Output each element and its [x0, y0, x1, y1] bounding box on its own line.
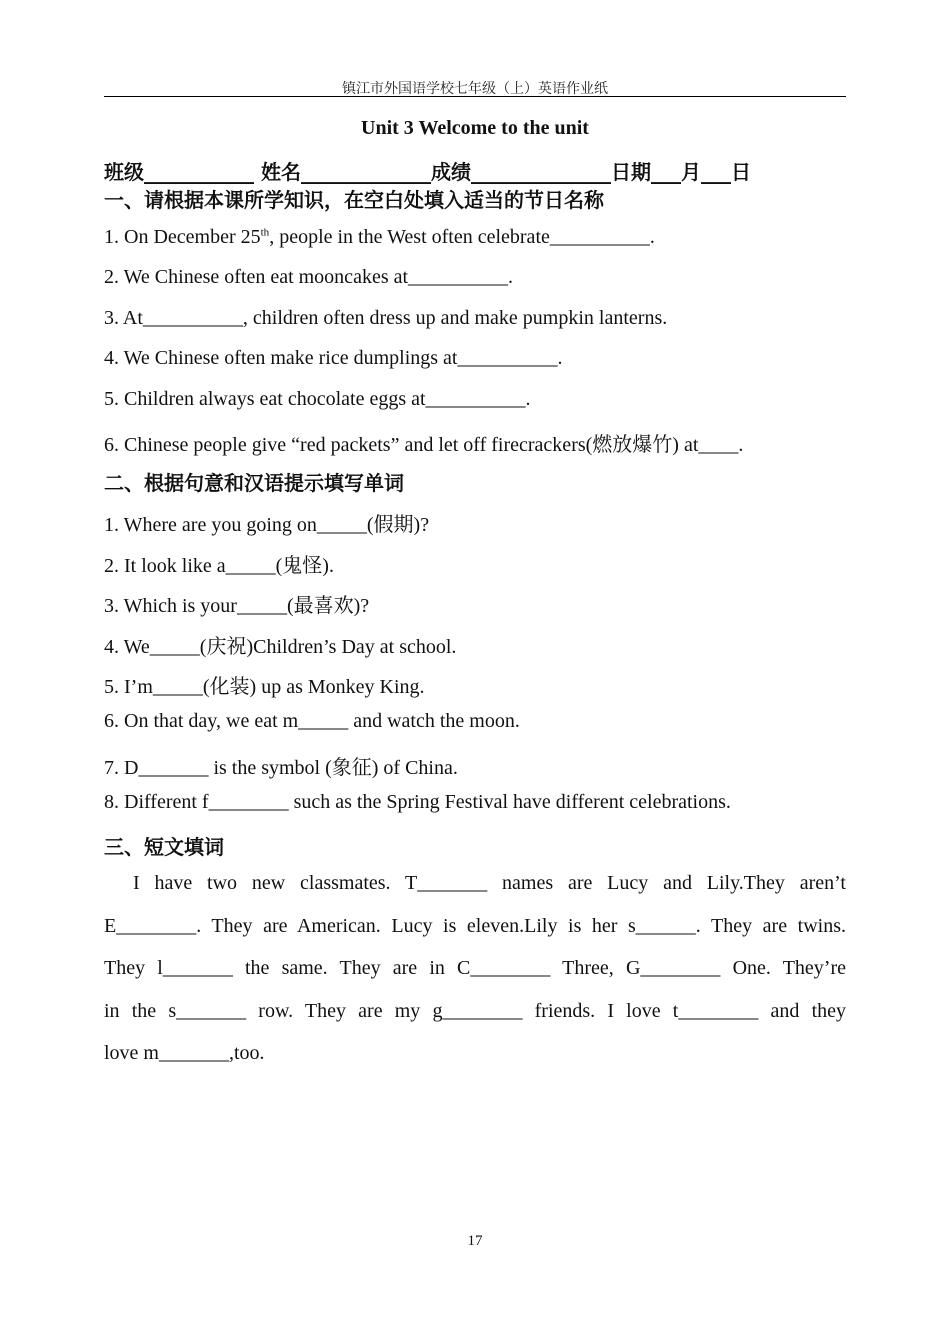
section2-item-7: 7. D_______ is the symbol (象征) of China. — [104, 757, 458, 779]
section2-item-2: 2. It look like a_____(鬼怪). — [104, 555, 334, 577]
section1-question-4: 4. We Chinese often make rice dumplings at__________. — [104, 347, 563, 369]
section2-item-3: 3. Which is your_____(最喜欢)? — [104, 595, 370, 617]
student-info-row: 班级___________ 姓名_____________成绩______________日期___月___日 — [104, 160, 751, 184]
section1-question-6: 6. Chinese people give “red packets” and let off firecrackers(燃放爆竹) at____. — [104, 434, 744, 456]
page-number: 17 — [467, 1233, 483, 1249]
cloze-line-2: E________. They are American. Lucy is eleven.Lily is her s______. They are twins. — [104, 914, 846, 937]
section1-question-3: 3. At__________, children often dress up and make pumpkin lanterns. — [104, 307, 668, 329]
cloze-line-1: I have two new classmates. T_______ names are Lucy and Lily.They aren’t — [133, 872, 846, 894]
section2-heading: 二、根据句意和汉语提示填写单词 — [104, 471, 404, 495]
cloze-line-4: in the s_______ row. They are my g________ friends. I love t________ and they — [104, 999, 846, 1022]
section1-question-1 — [104, 226, 655, 249]
q1-sup: th — [260, 226, 270, 239]
section2-item-6: 6. On that day, we eat m_____ and watch the moon. — [104, 710, 520, 732]
section1-heading: 一、请根据本课所学知识，在空白处填入适当的节日名称 — [104, 188, 604, 212]
section2-item-5: 5. I’m_____(化装) up as Monkey King. — [104, 676, 425, 698]
q1-after: , people in the West often celebrate__________. — [269, 226, 655, 248]
section2-item-4: 4. We_____(庆祝)Children’s Day at school. — [104, 636, 457, 658]
cloze-line-5: love m_______,too. — [104, 1042, 265, 1064]
section1-question-2: 2. We Chinese often eat mooncakes at__________. — [104, 266, 514, 288]
section1-question-5: 5. Children always eat chocolate eggs at__________. — [104, 388, 531, 410]
q1-before: 1. On December 25 — [104, 226, 261, 248]
header-rule — [104, 96, 846, 97]
school-header: 镇江市外国语学校七年级（上）英语作业纸 — [342, 82, 608, 97]
section2-item-1: 1. Where are you going on_____(假期)? — [104, 514, 430, 536]
section3-heading: 三、短文填词 — [104, 835, 224, 859]
section2-item-8: 8. Different f________ such as the Spring Festival have different celebrations. — [104, 791, 731, 813]
unit-title: Unit 3 Welcome to the unit — [361, 117, 589, 139]
cloze-passage — [104, 862, 846, 1075]
cloze-line-3: They l_______ the same. They are in C________ Three, G________ One. They’re — [104, 957, 846, 979]
